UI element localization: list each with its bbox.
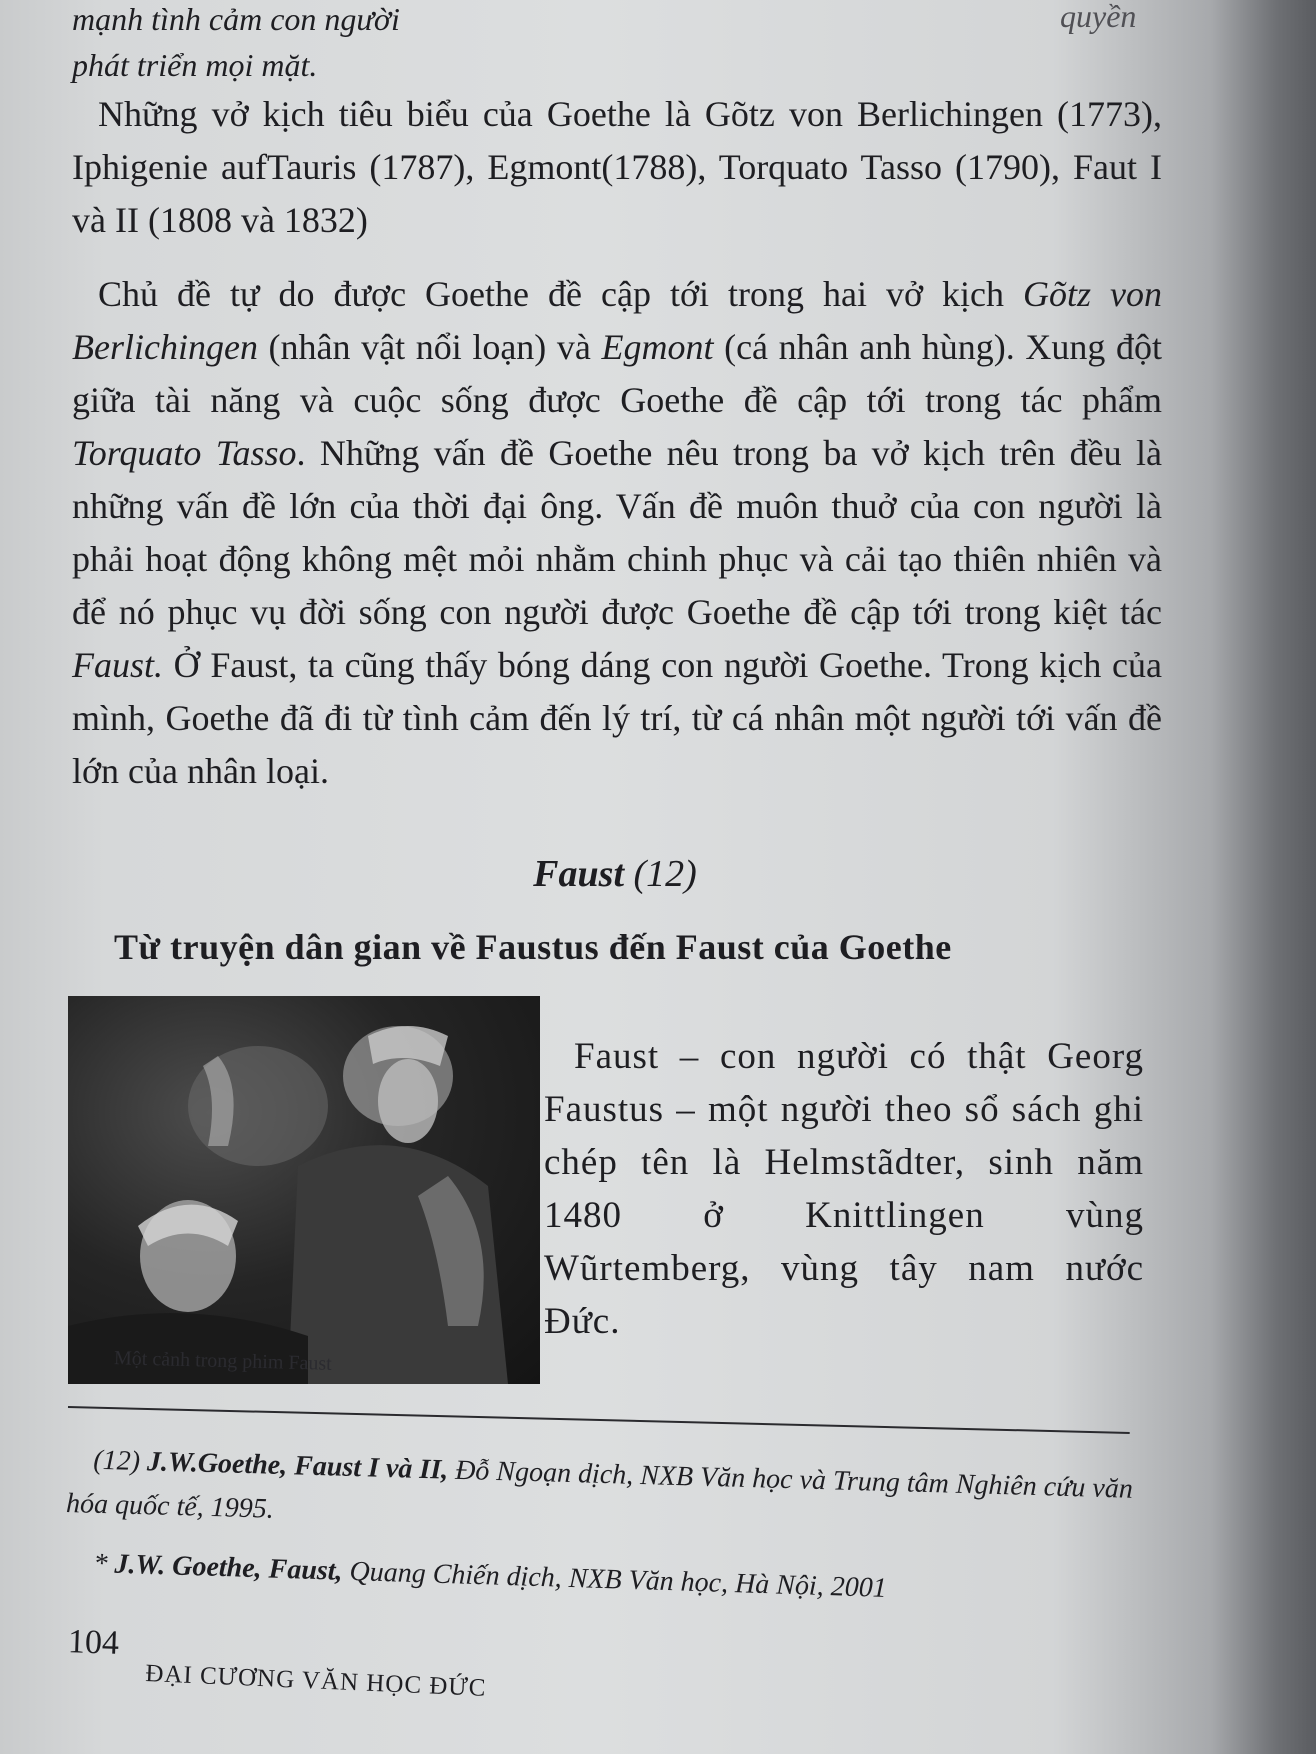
footnote-12 <box>66 1438 1148 1556</box>
p2-text-2: (nhân vật nổi loạn) và <box>257 327 602 367</box>
footnote-12-title: J.W.Goethe, Faust I và II, <box>146 1446 449 1486</box>
footnote-star-rest: Quang Chiến dịch, NXB Văn học, Hà Nội, 2001 <box>342 1555 888 1604</box>
p2-text-3: (cá nhân anh hùng). Xung đột giữa tài năng và cuộc sống được Goethe đề cập tới trong tác phẩm <box>72 327 1163 420</box>
faust-bio-text: Faust – con người có thật Georg Faustus – một người theo sổ sách ghi chép tên là Helmstãdter, sinh năm 1480 ở Knittlingen vùng Wũrtemberg, vùng tây nam nước Đức. <box>544 1036 1144 1342</box>
p2-text-4: . Những vấn đề Goethe nêu trong ba vở kịch trên đều là những vấn đề lớn của thời đại ông. Vấn đề muôn thuở của con người là phải hoạt động không mệt mỏi nhằm chinh phục và cải tạo thiên nhiên và để nó phục vụ đời sống con người được Goethe đề cập tới trong kiệt tác <box>72 433 1162 632</box>
footnote-12-ref: (12) <box>92 1444 141 1478</box>
paragraph-themes <box>72 268 1162 798</box>
section-title <box>0 852 1230 896</box>
p2-tasso: Torquato Tasso <box>72 433 297 473</box>
p2-goetz: Gõtz von Berlichingen <box>72 274 1162 367</box>
section-title-ref: (12) <box>633 853 697 895</box>
p2-faust: Faust. <box>72 645 164 685</box>
footnote-12-rest: Đỗ Ngoạn dịch, NXB Văn học và Trung tâm Nghiên cứu văn hóa quốc tế, 1995. <box>65 1454 1134 1525</box>
paragraph-plays: Những vở kịch tiêu biểu của Goethe là Gõtz von Berlichingen (1773), Iphigenie aufTauris (1787), Egmont(1788), Torquato Tasso (1790), Faut I và II (1808 và 1832) <box>72 94 1162 240</box>
footnote-star-author: J.W. Goethe, Faust, <box>114 1548 344 1587</box>
photo-caption: Một cảnh trong phim Faust <box>113 1347 333 1375</box>
running-title: ĐẠI CƯƠNG VĂN HỌC ĐỨC <box>144 1660 487 1702</box>
footnote-divider <box>68 1406 1130 1434</box>
p2-egmont: Egmont <box>601 327 714 367</box>
top-right-fragment: quyền <box>1060 0 1137 34</box>
top-cut-text <box>72 0 400 88</box>
top-line-2: phát triển mọi mặt. <box>72 47 318 83</box>
p2-text-1: Chủ đề tự do được Goethe đề cập tới trong hai vở kịch <box>98 274 1023 314</box>
footnote-star <box>93 1548 887 1605</box>
film-still-image <box>68 996 540 1384</box>
page-number: 104 <box>67 1623 120 1662</box>
top-line-1: mạnh tình cảm con người <box>72 1 400 37</box>
footnote-star-mark: * <box>93 1548 108 1580</box>
faust-bio-paragraph <box>544 1030 1144 1348</box>
section-subtitle: Từ truyện dân gian về Faustus đến Faust của Goethe <box>114 927 952 967</box>
p2-text-5: Ở Faust, ta cũng thấy bóng dáng con người Goethe. Trong kịch của mình, Goethe đã đi từ tình cảm đến lý trí, từ cá nhân một người tới vấn đề lớn của nhân loại. <box>72 645 1162 791</box>
section-title-text: Faust <box>533 853 624 895</box>
